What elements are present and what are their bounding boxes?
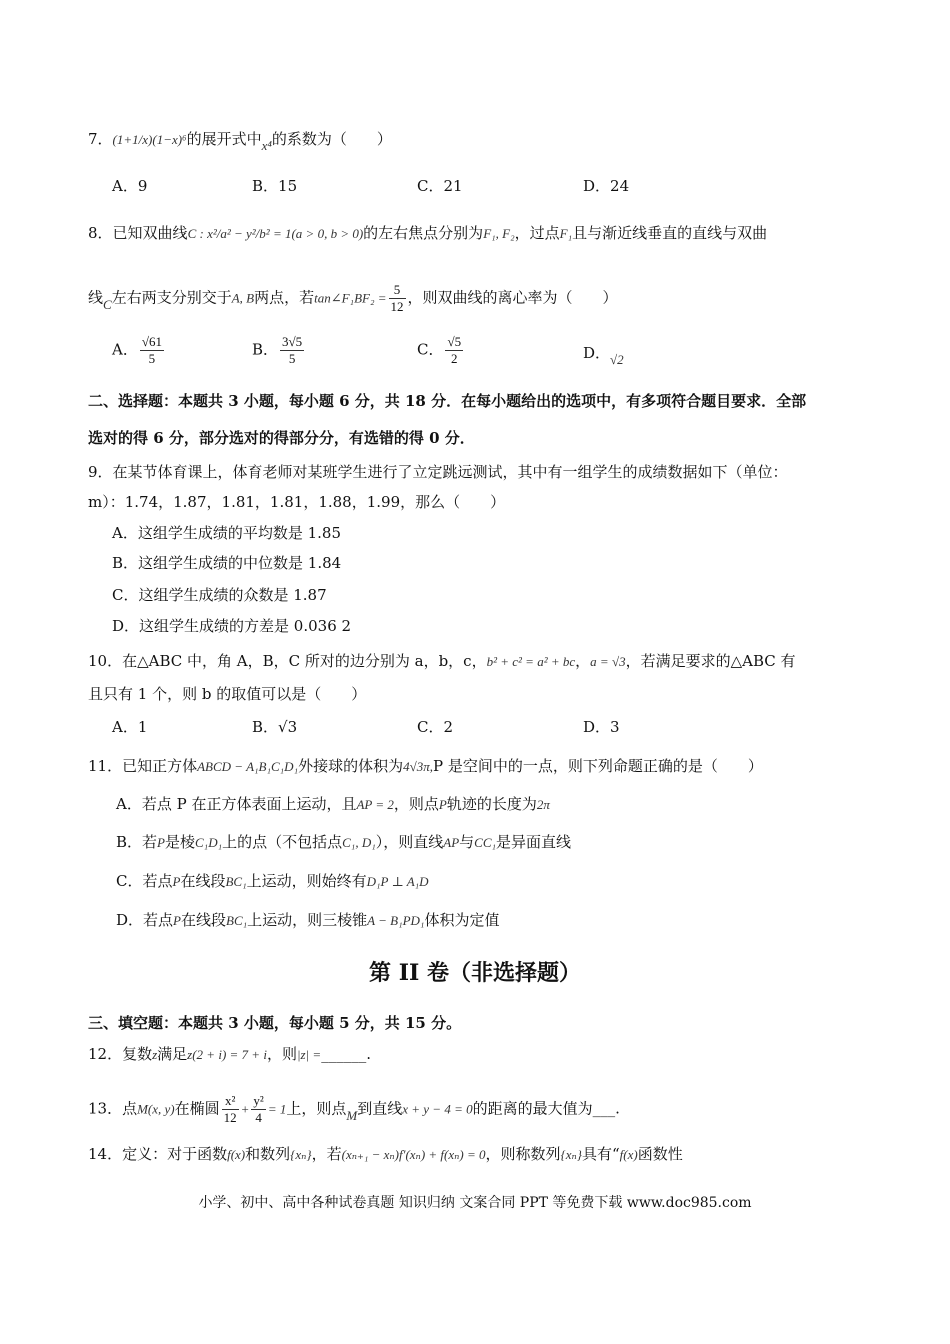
option-b[interactable]: B．这组学生成绩的中位数是 1.84	[112, 554, 342, 572]
question-10-line-1	[88, 650, 862, 673]
tan-expression: tan∠F₁BF₂ =	[314, 290, 387, 306]
question-text: 10．在△ABC 中，角 A，B，C 所对的边分别为 a，b，c，	[88, 652, 487, 670]
math-term: C₁, D₁	[342, 835, 376, 850]
focus-label: F₁	[559, 226, 573, 241]
question-9-line-2: m）：1.74，1.87，1.81，1.81，1.88，1.99，那么（ ）	[88, 493, 506, 511]
question-text: 12．复数	[88, 1045, 153, 1063]
option-text: 在线段	[180, 872, 226, 890]
math-term: = 1	[267, 1101, 287, 1117]
option-a[interactable]: A．这组学生成绩的平均数是 1.85	[112, 524, 342, 542]
math-term: {xₙ}	[560, 1147, 582, 1162]
option-text: A．若点 P 在正方体表面上运动，且	[116, 795, 357, 813]
option-text: 上的点（不包括点	[222, 833, 343, 851]
section-2-heading-line-1: 二、选择题：本题共 3 小题，每小题 6 分，共 18 分．在每小题给出的选项中，有多项符合题目要求．全部	[88, 392, 807, 410]
answer-blank[interactable]: ___	[592, 1099, 616, 1118]
math-term: P	[172, 874, 181, 889]
option-text: 是异面直线	[496, 833, 572, 851]
option-a[interactable]	[116, 793, 550, 816]
option-b[interactable]: B．√3	[252, 718, 298, 736]
question-11-line-1	[88, 755, 862, 778]
option-c[interactable]	[116, 870, 429, 893]
math-term: f(x)	[227, 1147, 246, 1162]
answer-blank[interactable]: ______	[321, 1045, 367, 1063]
option-c[interactable]: C．2	[417, 718, 454, 736]
option-text: ），则直线	[375, 833, 444, 851]
question-13	[88, 1093, 862, 1126]
ellipse-fraction-y	[251, 1093, 265, 1126]
fraction-numerator: √61	[141, 334, 162, 349]
question-text: 外接球的体积为	[298, 757, 404, 775]
option-text: 与	[459, 833, 475, 851]
question-text: 14．定义：对于函数	[88, 1145, 228, 1163]
math-term: P	[173, 913, 181, 928]
fraction-numerator: √5	[447, 334, 462, 349]
question-text: 且与渐近线垂直的直线与双曲	[572, 224, 768, 242]
option-label: C．	[417, 340, 444, 359]
question-text: ，则双曲线的离心率为（ ）	[407, 288, 618, 307]
question-12	[88, 1043, 862, 1066]
option-b[interactable]	[252, 334, 306, 367]
math-term: {xₙ}	[290, 1147, 312, 1162]
fraction-numerator: x²	[222, 1093, 239, 1110]
section-3-heading: 三、填空题：本题共 3 小题，每小题 5 分，共 15 分。	[88, 1014, 462, 1032]
math-term: A − B₁PD₁	[367, 913, 425, 928]
question-text: 11．已知正方体	[88, 757, 198, 775]
question-text: P 是空间中的一点，则下列命题正确的是（ ）	[433, 757, 763, 775]
option-c[interactable]: C．这组学生成绩的众数是 1.87	[112, 586, 327, 604]
option-text: 轨迹的长度为	[446, 795, 537, 813]
option-text: 上运动，则始终有	[246, 872, 367, 890]
question-text: 满足	[157, 1045, 188, 1063]
math-term: M	[346, 1107, 358, 1123]
option-text: D．若点	[116, 911, 174, 929]
math-term: BC₁	[226, 913, 248, 928]
question-number: 7．	[88, 130, 113, 148]
question-text: ，若满足要求的△ABC 有	[625, 652, 796, 670]
question-text: 两点，若	[254, 288, 315, 307]
option-value: √2	[610, 352, 624, 367]
question-text: ，则	[266, 1045, 297, 1063]
question-text: 的左右焦点分别为	[363, 224, 484, 242]
question-text: 的距离的最大值为	[472, 1099, 593, 1118]
question-7	[88, 128, 862, 151]
condition-equation: b² + c² = a² + bc	[486, 654, 576, 669]
math-term: AP = 2	[356, 797, 394, 812]
math-term: f(x)	[619, 1147, 638, 1162]
volume-value: 4√3π,	[403, 759, 434, 774]
math-term: P	[157, 835, 165, 850]
hyperbola-equation: C : x²/a² − y²/b² = 1(a > 0, b > 0)	[187, 226, 364, 241]
fraction-denominator: 5	[148, 351, 156, 366]
question-text: 13．点	[88, 1099, 138, 1118]
question-9-line-1: 9．在某节体育课上，体育老师对某班学生进行了立定跳远测试，其中有一组学生的成绩数据如下（单位：	[88, 463, 788, 481]
math-term: x + y − 4 = 0	[402, 1101, 473, 1117]
part-2-title: 第 II 卷（非选择题）	[369, 960, 581, 986]
question-14	[88, 1143, 862, 1166]
section-2-heading-line-2: 选对的得 6 分，部分选对的得部分分，有选错的得 0 分．	[88, 429, 475, 447]
math-term: P	[438, 797, 447, 812]
option-text: C．若点	[116, 872, 173, 890]
question-text: 线	[88, 288, 104, 307]
points-label: A, B	[231, 290, 255, 306]
option-a[interactable]: A．9	[112, 177, 148, 195]
condition-value: a = √3	[590, 654, 626, 669]
option-d[interactable]: D．这组学生成绩的方差是 0.036 2	[112, 617, 352, 635]
option-b[interactable]: B．15	[252, 177, 298, 195]
question-number: 8．	[88, 224, 113, 242]
question-8-line-2	[88, 282, 862, 315]
fraction-denominator: 12	[223, 1110, 237, 1125]
option-a[interactable]: A．1	[112, 718, 148, 736]
question-text: ，则称数列	[485, 1145, 561, 1163]
option-label: B．	[252, 340, 279, 359]
math-expression: (1+1/x)(1−x)⁶	[112, 132, 187, 147]
question-text: .	[366, 1045, 371, 1063]
math-term: D₁P ⊥ A₁D	[366, 874, 429, 889]
fraction-denominator: 5	[288, 351, 296, 366]
page-footer: 小学、初中、高中各种试卷真题 知识归纳 文案合同 PPT 等免费下载 www.doc985.com	[198, 1195, 752, 1211]
question-text: 的展开式中	[186, 130, 262, 148]
option-text: 上运动，则三棱锥	[247, 911, 368, 929]
question-10-line-2: 且只有 1 个，则 b 的取值可以是（ ）	[88, 685, 367, 703]
question-text: 上，则点	[286, 1099, 347, 1118]
math-term: AP	[443, 835, 460, 850]
question-text: 左右两支分别交于	[111, 288, 232, 307]
tan-fraction	[389, 282, 406, 315]
curve-label: C	[103, 296, 112, 312]
option-c[interactable]	[417, 334, 465, 367]
option-d[interactable]: D．24	[583, 177, 630, 195]
option-text: ，则点	[393, 795, 439, 813]
fraction-numerator: 5	[389, 282, 406, 299]
fraction-numerator: y²	[253, 1093, 264, 1108]
option-label: D．	[583, 344, 611, 362]
question-text: 具有“	[581, 1145, 620, 1163]
option-d[interactable]: D．3	[583, 718, 620, 736]
math-term: CC₁	[474, 835, 497, 850]
option-d[interactable]	[583, 342, 624, 365]
math-term: 2π	[536, 797, 550, 812]
option-b[interactable]	[116, 831, 571, 854]
math-term: x⁴	[261, 138, 272, 153]
option-fraction	[280, 334, 304, 367]
option-fraction	[445, 334, 463, 367]
math-term: C₁D₁	[195, 835, 223, 850]
question-8-line-1	[88, 222, 862, 245]
math-term: (xₙ₊₁ − xₙ)f′(xₙ) + f(xₙ) = 0	[341, 1147, 486, 1162]
question-text: 和数列	[245, 1145, 291, 1163]
math-term: BC₁	[225, 874, 247, 889]
option-label: A．	[112, 340, 138, 359]
option-fraction	[140, 334, 164, 367]
option-d[interactable]	[116, 909, 499, 932]
fraction-denominator: 2	[451, 351, 458, 366]
question-text: ，过点	[514, 224, 560, 242]
question-text: 在椭圆	[174, 1099, 220, 1118]
foci-label: F₁, F₂	[483, 226, 515, 241]
fraction-denominator: 4	[255, 1110, 262, 1125]
question-text: 函数性	[637, 1145, 683, 1163]
question-text: 已知双曲线	[112, 224, 188, 242]
fraction-numerator: 3√5	[282, 334, 303, 349]
option-c[interactable]: C．21	[417, 177, 463, 195]
question-text: .	[615, 1099, 620, 1118]
math-term: M(x, y)	[137, 1101, 175, 1117]
cube-label: ABCD − A₁B₁C₁D₁	[197, 759, 299, 774]
option-text: B．若	[116, 833, 158, 851]
fraction-denominator: 12	[390, 299, 404, 314]
option-text: 是棱	[164, 833, 195, 851]
option-text: 在线段	[180, 911, 226, 929]
separator: ，	[575, 652, 591, 670]
ellipse-fraction-x	[222, 1093, 239, 1126]
question-text: ，若	[311, 1145, 342, 1163]
question-text: 的系数为（ ）	[271, 130, 392, 148]
option-a[interactable]	[112, 334, 166, 367]
question-text: 到直线	[357, 1099, 403, 1118]
option-text: 体积为定值	[424, 911, 500, 929]
math-term: z(2 + i) = 7 + i	[187, 1047, 267, 1062]
math-term: z	[152, 1047, 158, 1062]
math-term: |z| =	[296, 1047, 322, 1062]
math-operator: +	[240, 1101, 250, 1117]
